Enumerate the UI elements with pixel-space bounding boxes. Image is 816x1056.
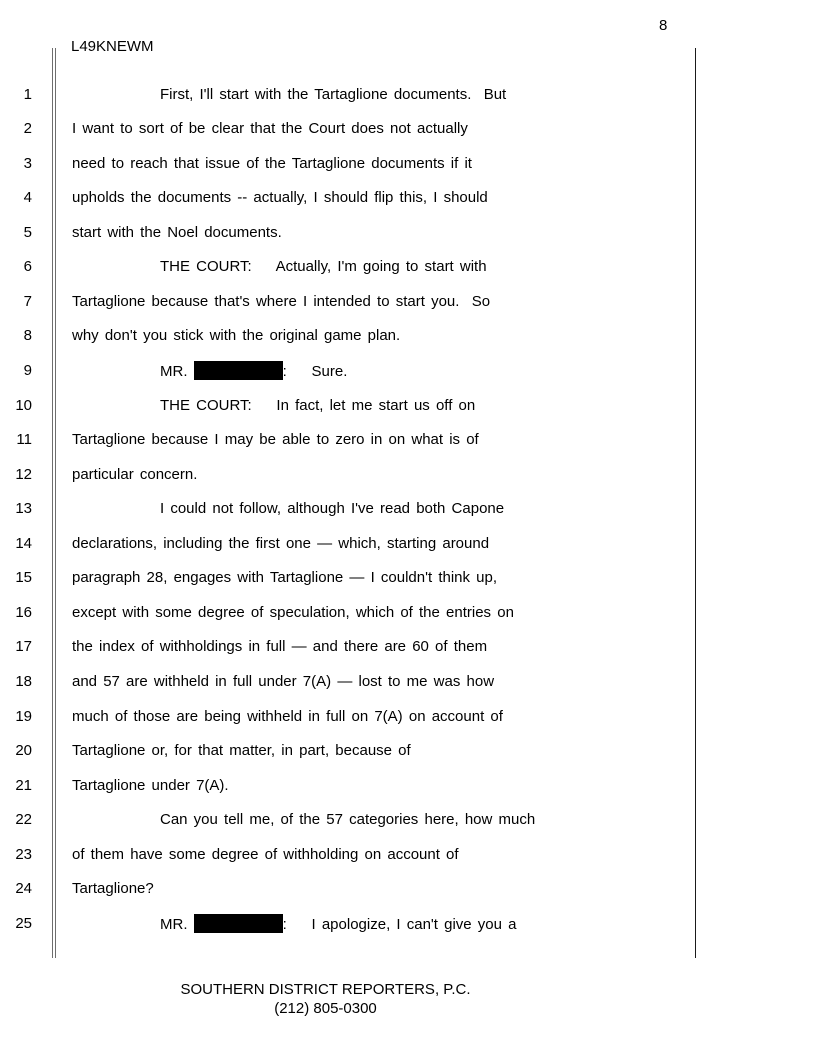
line-number: 5 <box>23 223 32 241</box>
line-text: Tartaglione? <box>72 880 154 898</box>
line-row <box>0 603 696 625</box>
line-row <box>0 914 696 936</box>
line-text: Tartaglione because I may be able to zero in on what is of <box>72 431 479 449</box>
line-number: 17 <box>15 638 32 656</box>
line-text: Tartaglione under 7(A). <box>72 776 229 794</box>
line-row <box>0 776 696 798</box>
line-text: declarations, including the first one — which, starting around <box>72 534 490 552</box>
line-text: Tartaglione or, for that matter, in part, because of <box>72 742 411 760</box>
line-number: 15 <box>15 569 32 587</box>
redaction-box <box>194 914 283 933</box>
line-number: 10 <box>15 396 32 414</box>
line-row <box>0 845 696 867</box>
line-text: except with some degree of speculation, which of the entries on <box>72 603 514 621</box>
page-number: 8 <box>659 17 668 34</box>
line-row <box>0 568 696 590</box>
line-row <box>0 85 696 107</box>
line-text: of them have some degree of withholding on account of <box>72 845 459 863</box>
line-text: need to reach that issue of the Tartaglione documents if it <box>72 154 472 172</box>
line-number: 12 <box>15 465 32 483</box>
line-text: First, I'll start with the Tartaglione documents. But <box>160 85 507 103</box>
line-number: 22 <box>15 811 32 829</box>
line-number: 9 <box>23 361 32 379</box>
redaction-box <box>194 361 283 380</box>
footer-organization: SOUTHERN DISTRICT REPORTERS, P.C. <box>180 981 471 998</box>
line-row <box>0 534 696 556</box>
line-row <box>0 499 696 521</box>
line-text: MR. : I apologize, I can't give you a <box>160 915 517 933</box>
line-text: paragraph 28, engages with Tartaglione — I couldn't think up, <box>72 569 498 587</box>
line-number: 7 <box>23 292 32 310</box>
line-row <box>0 292 696 314</box>
line-row <box>0 810 696 832</box>
line-row <box>0 326 696 348</box>
line-number: 11 <box>16 431 32 449</box>
transcript-id-header: L49KNEWM <box>71 38 154 55</box>
line-number: 8 <box>23 327 32 345</box>
line-text: THE COURT: In fact, let me start us off on <box>160 396 476 414</box>
line-row <box>0 672 696 694</box>
line-number: 14 <box>15 534 32 552</box>
line-text: I could not follow, although I've read both Capone <box>160 500 505 518</box>
footer-phone: (212) 805-0300 <box>274 999 377 1017</box>
line-number: 2 <box>23 120 32 138</box>
line-text: particular concern. <box>72 465 198 483</box>
line-row <box>0 465 696 487</box>
line-text: the index of withholdings in full — and there are 60 of them <box>72 638 488 656</box>
line-number: 4 <box>23 189 32 207</box>
line-number: 16 <box>15 603 32 621</box>
line-number: 23 <box>15 845 32 863</box>
line-text: and 57 are withheld in full under 7(A) — lost to me was how <box>72 673 495 691</box>
line-row <box>0 223 696 245</box>
line-text: much of those are being withheld in full on 7(A) on account of <box>72 707 503 725</box>
line-row <box>0 637 696 659</box>
page-footer <box>0 981 651 1018</box>
line-row <box>0 741 696 763</box>
line-number: 24 <box>15 880 32 898</box>
line-number: 3 <box>23 154 32 172</box>
line-row <box>0 879 696 901</box>
line-number: 19 <box>15 707 32 725</box>
line-text: start with the Noel documents. <box>72 223 282 241</box>
line-number: 18 <box>15 673 32 691</box>
line-row <box>0 154 696 176</box>
line-number: 13 <box>15 500 32 518</box>
line-number: 1 <box>23 85 32 103</box>
line-text: THE COURT: Actually, I'm going to start with <box>160 258 487 276</box>
line-number: 20 <box>15 742 32 760</box>
line-text: Can you tell me, of the 57 categories here, how much <box>160 811 536 829</box>
line-text: upholds the documents -- actually, I should flip this, I should <box>72 189 488 207</box>
line-row <box>0 361 696 383</box>
line-row <box>0 430 696 452</box>
line-number: 6 <box>23 258 32 276</box>
line-number: 25 <box>15 914 32 932</box>
line-text: Tartaglione because that's where I intended to start you. So <box>72 292 491 310</box>
line-text: why don't you stick with the original game plan. <box>72 327 401 345</box>
line-number: 21 <box>15 776 32 794</box>
line-row <box>0 257 696 279</box>
line-row <box>0 119 696 141</box>
line-row <box>0 188 696 210</box>
line-text: MR. : Sure. <box>160 362 348 380</box>
line-text: I want to sort of be clear that the Court does not actually <box>72 120 468 138</box>
line-row <box>0 707 696 729</box>
line-row <box>0 396 696 418</box>
